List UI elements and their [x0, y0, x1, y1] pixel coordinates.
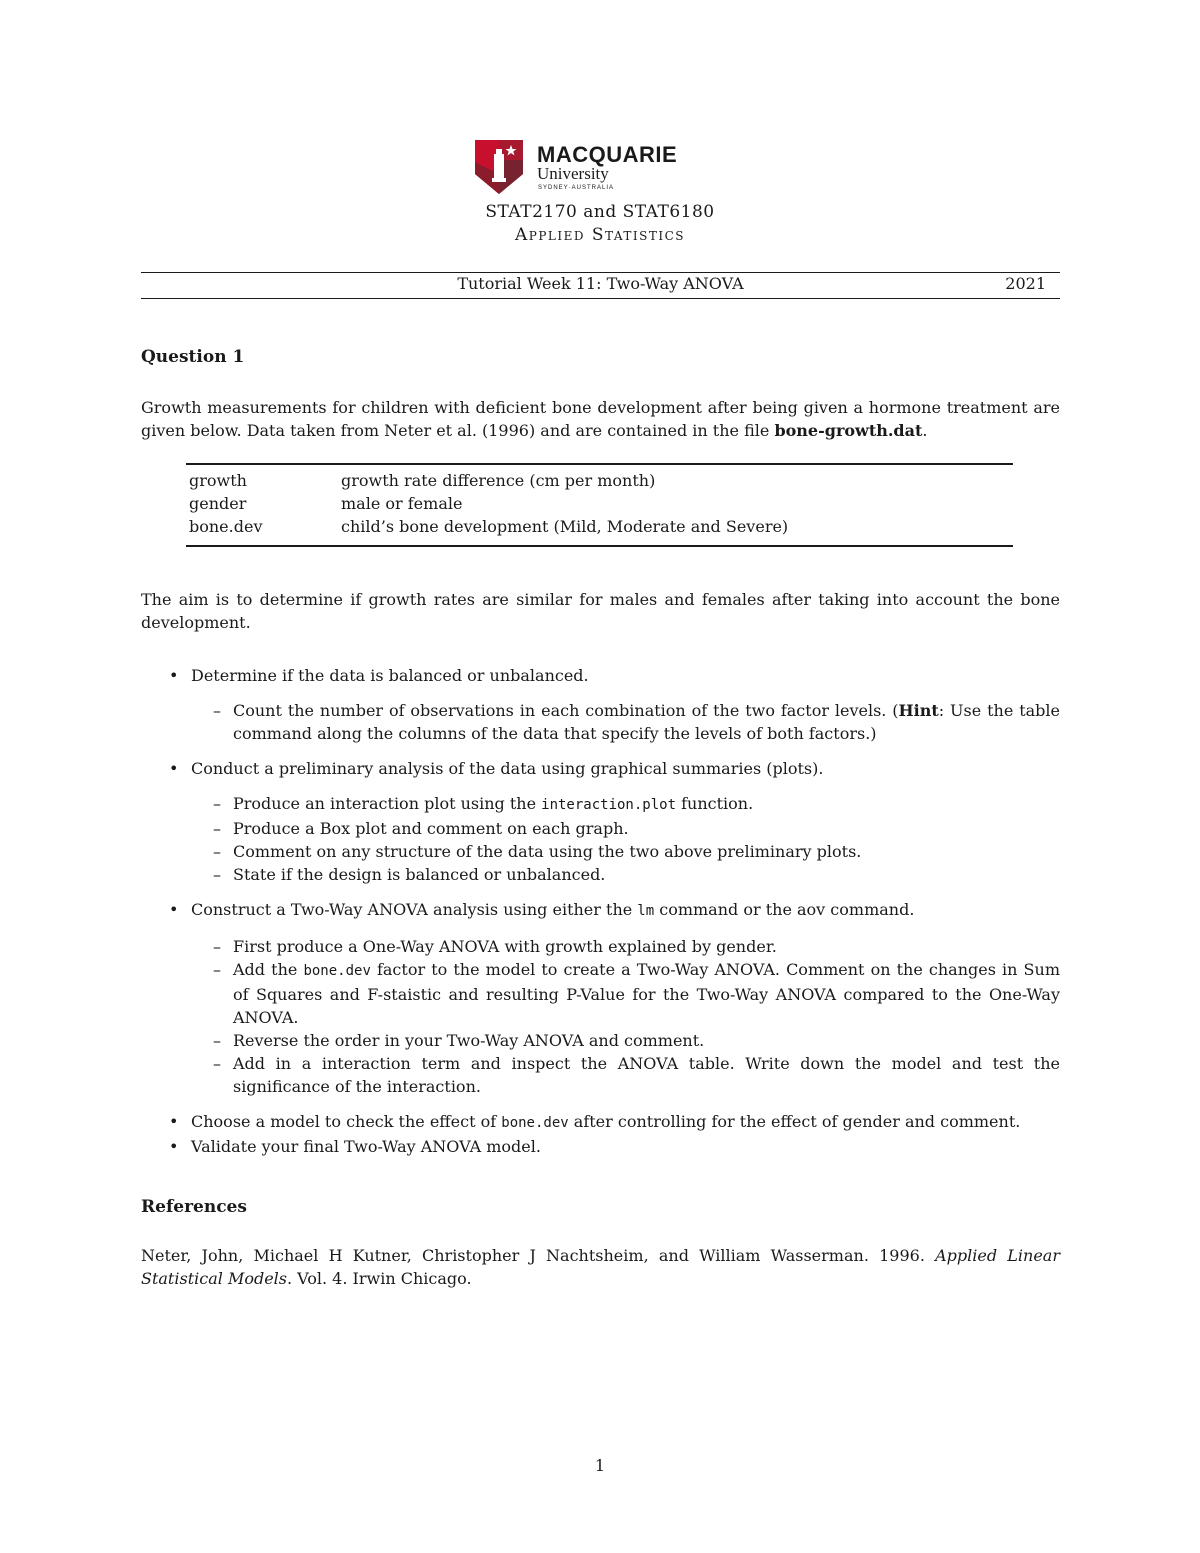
data-file-name: bone-growth.dat — [774, 421, 923, 440]
dash-icon: – — [213, 842, 221, 861]
table-row — [186, 494, 1013, 517]
dash-icon: – — [213, 819, 221, 838]
tutorial-title: Tutorial Week 11: Two-Way ANOVA — [457, 274, 744, 293]
variable-name: bone.dev — [189, 517, 263, 536]
table-row — [186, 471, 1013, 494]
dash-icon: – — [213, 937, 221, 956]
dash-icon: – — [213, 794, 221, 813]
dash-icon: – — [213, 960, 221, 979]
list-subitem — [141, 935, 1060, 958]
bullet-icon: • — [169, 1112, 179, 1131]
code-text: bone.dev — [501, 1115, 569, 1131]
list-item — [141, 1110, 1060, 1135]
subtask-text: Reverse the order in your Two-Way ANOVA and comment. — [233, 1031, 705, 1050]
tutorial-year: 2021 — [1005, 274, 1046, 293]
subtask-text: Add the — [233, 960, 304, 979]
task-text: Conduct a preliminary analysis of the data using graphical summaries (plots). — [191, 759, 824, 778]
subtask-text: : Use the table command along the columns of the data that specify the levels of both factors.) — [233, 701, 1061, 743]
course-subtitle: Applied Statistics — [514, 225, 686, 245]
list-subitem — [141, 1052, 1060, 1098]
subtask-text: Count the number of observations in each combination of the two factor levels. ( — [233, 701, 899, 720]
variable-description: child’s bone development (Mild, Moderate and Severe) — [341, 517, 789, 536]
list-subitem — [141, 863, 1060, 886]
tutorial-header — [141, 274, 1060, 296]
variable-name: growth — [189, 471, 247, 490]
list-item — [141, 1135, 1060, 1158]
variable-name: gender — [189, 494, 247, 513]
code-text: lm — [637, 903, 655, 919]
task-text: command or the aov command. — [654, 900, 915, 919]
subtask-text: Comment on any structure of the data using the two above preliminary plots. — [233, 842, 862, 861]
task-text: Construct a Two-Way ANOVA analysis using either the — [191, 900, 638, 919]
course-title: STAT2170 and STAT6180 — [485, 202, 715, 222]
bullet-icon: • — [169, 900, 179, 919]
dash-icon: – — [213, 701, 221, 720]
list-subitem — [141, 792, 1060, 817]
dash-icon: – — [213, 1031, 221, 1050]
table-row — [186, 517, 1013, 540]
logo-subtitle: University — [537, 164, 609, 183]
list-item — [141, 757, 1060, 780]
list-subitem — [141, 699, 1060, 745]
bullet-icon: • — [169, 759, 179, 778]
code-text: interaction.plot — [541, 797, 676, 813]
bullet-icon: • — [169, 666, 179, 685]
header-rule-top — [141, 272, 1060, 273]
task-text: Validate your final Two-Way ANOVA model. — [191, 1137, 541, 1156]
intro-end: . — [922, 421, 928, 440]
subtask-text: function. — [676, 794, 754, 813]
macquarie-logo — [475, 140, 678, 196]
subtask-text: State if the design is balanced or unbalanced. — [233, 865, 606, 884]
question-intro — [141, 396, 1060, 442]
page-number: 1 — [594, 1456, 606, 1475]
reference-title: Applied Linear Statistical Models — [141, 1246, 1060, 1288]
subtask-text: Produce a Box plot and comment on each graph. — [233, 819, 629, 838]
list-item — [141, 664, 1060, 687]
list-subitem — [141, 817, 1060, 840]
code-text: bone.dev — [303, 963, 371, 979]
list-subitem — [141, 840, 1060, 863]
logo-location: SYDNEY·AUSTRALIA — [538, 185, 615, 191]
list-subitem — [141, 1029, 1060, 1052]
dash-icon: – — [213, 1054, 221, 1073]
list-item — [141, 898, 1060, 923]
hint-label: Hint — [898, 701, 939, 720]
list-subitem — [141, 958, 1060, 1029]
reference-tail: . Vol. 4. Irwin Chicago. — [287, 1269, 472, 1288]
macquarie-crest-icon — [475, 140, 531, 196]
subtask-text: First produce a One-Way ANOVA with growth explained by gender. — [233, 937, 777, 956]
bullet-icon: • — [169, 1137, 179, 1156]
variable-description: male or female — [341, 494, 463, 513]
logo-wordmark: MACQUARIE — [537, 142, 678, 167]
question-heading: Question 1 — [141, 347, 245, 367]
header-rule-bottom — [141, 298, 1060, 299]
intro-text: Growth measurements for children with deficient bone development after being given a hormone treatment are given below. Data taken from Neter et al. (1996) and are contained in the file — [141, 398, 1060, 440]
reference-authors: Neter, John, Michael H Kutner, Christopher J Nachtsheim, and William Wasserman. 1996. — [141, 1246, 936, 1265]
task-list — [141, 664, 1060, 1158]
reference-entry — [141, 1244, 1060, 1290]
subtask-text: Produce an interaction plot using the — [233, 794, 542, 813]
references-heading: References — [141, 1197, 247, 1217]
subtask-text: factor to the model to create a Two-Way ANOVA. Comment on the changes in Sum of Squares and F-staistic and resulting P-Value for the Two-Way ANOVA compared to the One-Way ANOVA. — [233, 960, 1060, 1027]
task-text: after controlling for the effect of gender and comment. — [568, 1112, 1021, 1131]
dash-icon: – — [213, 865, 221, 884]
aim-paragraph: The aim is to determine if growth rates are similar for males and females after taking into account the bone development. — [141, 590, 1060, 632]
task-text: Choose a model to check the effect of — [191, 1112, 502, 1131]
variables-table — [186, 463, 1013, 547]
task-text: Determine if the data is balanced or unbalanced. — [191, 666, 589, 685]
variable-description: growth rate difference (cm per month) — [341, 471, 656, 490]
subtask-text: Add in a interaction term and inspect the ANOVA table. Write down the model and test the significance of the interaction. — [233, 1054, 1060, 1096]
